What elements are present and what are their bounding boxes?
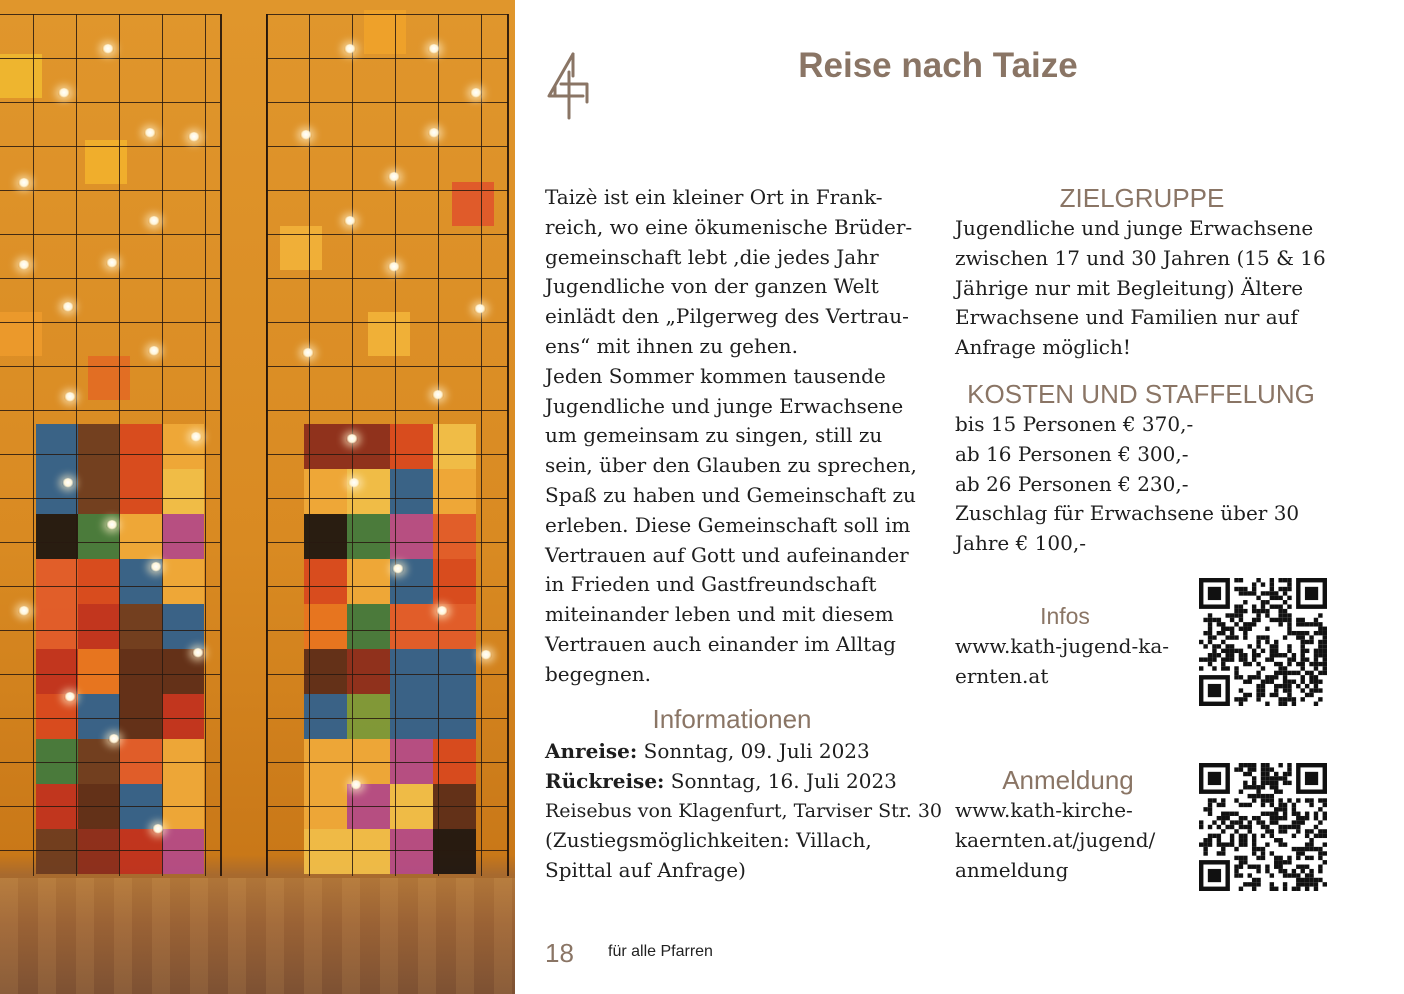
- candle-icon: [150, 562, 162, 572]
- candle-icon: [108, 734, 120, 744]
- zielgruppe-line: Jährige nur mit Begleitung) Ältere: [955, 275, 1304, 300]
- intro-line: um gemeinsam zu singen, still zu: [545, 423, 883, 448]
- zustieg-line: (Zustiegsmöglichkeiten: Villach,: [545, 828, 872, 853]
- grid-left: [0, 14, 220, 876]
- anmeldung-link-part-2[interactable]: kaernten.at/jugend/: [955, 827, 1156, 852]
- intro-line: Jeden Sommer kommen tausende: [545, 363, 886, 388]
- candle-icon: [64, 692, 76, 702]
- infos-link-part-1[interactable]: www.kath-jugend-ka-: [955, 634, 1170, 658]
- number-four-cross-icon: [543, 50, 599, 122]
- bus-line: Reisebus von Klagenfurt, Tarviser Str. 30: [545, 799, 943, 822]
- candle-icon: [300, 130, 312, 140]
- candle-icon: [392, 564, 404, 574]
- intro-line: Vertrauen auf Gott und aufeinander: [545, 542, 909, 567]
- zielgruppe-line: zwischen 17 und 30 Jahren (15 & 16: [955, 245, 1326, 270]
- candle-icon: [18, 178, 30, 188]
- candle-icon: [436, 606, 448, 616]
- taize-photo: [0, 0, 515, 994]
- anmeldung-section: [955, 764, 1185, 885]
- kosten-text: [955, 410, 1355, 559]
- candle-icon: [192, 648, 204, 658]
- kosten-section: [955, 378, 1355, 559]
- zielgruppe-line: Anfrage möglich!: [955, 335, 1131, 360]
- zielgruppe-text: [955, 214, 1335, 363]
- candle-icon: [302, 348, 314, 358]
- kosten-line: Jahre € 100,-: [955, 531, 1086, 556]
- informationen-section: [545, 703, 943, 886]
- candle-icon: [388, 262, 400, 272]
- kosten-line: ab 26 Personen € 230,-: [955, 471, 1189, 496]
- zielgruppe-section: [955, 182, 1335, 363]
- intro-line: Jugendliche von der ganzen Welt: [545, 274, 879, 299]
- candle-icon: [152, 824, 164, 834]
- intro-line: begegnen.: [545, 661, 652, 686]
- candle-icon: [428, 128, 440, 138]
- anreise-value: Sonntag, 09. Juli 2023: [637, 739, 870, 763]
- rueckreise-label: Rückreise:: [545, 768, 665, 793]
- anmeldung-link-part-1[interactable]: www.kath-kirche-: [955, 798, 1133, 822]
- zielgruppe-line: Erwachsene und Familien nur auf: [955, 305, 1298, 330]
- candle-icon: [18, 260, 30, 270]
- candle-icon: [388, 172, 400, 182]
- rueckreise-value: Sonntag, 16. Juli 2023: [664, 768, 897, 793]
- intro-line: Vertrauen auch einander im Alltag: [545, 631, 896, 656]
- candle-icon: [148, 216, 160, 226]
- candle-icon: [470, 88, 482, 98]
- intro-line: ens“ mit ihnen zu gehen.: [545, 333, 798, 358]
- candle-icon: [106, 520, 118, 530]
- intro-line: in Frieden und Gastfreundschaft: [545, 572, 877, 597]
- anmeldung-link-part-3[interactable]: anmeldung: [955, 857, 1069, 882]
- infos-section: [955, 600, 1185, 692]
- candle-icon: [106, 258, 118, 268]
- candle-icon: [432, 390, 444, 400]
- intro-line: Taizè ist ein kleiner Ort in Frank-: [545, 185, 883, 209]
- zielgruppe-heading: ZIELGRUPPE: [1059, 183, 1225, 213]
- candle-icon: [344, 44, 356, 54]
- candle-icon: [346, 434, 358, 444]
- kosten-heading: KOSTEN UND STAFFELUNG: [967, 379, 1315, 409]
- kosten-line: bis 15 Personen € 370,-: [955, 412, 1194, 436]
- intro-line: einlädt den „Pilgerweg des Vertrau-: [545, 304, 909, 329]
- candle-icon: [58, 88, 70, 98]
- intro-line: reich, wo eine ökumenische Brüder-: [545, 214, 913, 239]
- qr-code-infos-icon[interactable]: [1199, 578, 1327, 706]
- spittal-line: Spittal auf Anfrage): [545, 858, 746, 883]
- candle-icon: [62, 302, 74, 312]
- candle-icon: [62, 478, 74, 488]
- intro-line: miteinander leben und mit diesem: [545, 602, 894, 627]
- candle-icon: [348, 478, 360, 488]
- candle-icon: [190, 432, 202, 442]
- qr-code-anmeldung-icon[interactable]: [1199, 763, 1327, 891]
- intro-line: gemeinschaft lebt ,die jedes Jahr: [545, 244, 879, 269]
- anmeldung-heading: Anmeldung: [1002, 765, 1134, 795]
- infos-heading: Infos: [1040, 603, 1090, 629]
- kosten-line: ab 16 Personen € 300,-: [955, 441, 1189, 466]
- intro-text: [545, 183, 925, 690]
- candle-icon: [344, 216, 356, 226]
- candle-icon: [188, 132, 200, 142]
- candle-icon: [350, 780, 362, 790]
- candle-icon: [64, 392, 76, 402]
- candle-icon: [144, 128, 156, 138]
- page-number: 18: [545, 938, 574, 968]
- candle-icon: [474, 304, 486, 314]
- intro-line: erleben. Diese Gemeinschaft soll im: [545, 512, 911, 537]
- candle-icon: [18, 606, 30, 616]
- candle-icon: [480, 650, 492, 660]
- page-title: Reise nach Taize: [798, 46, 1078, 85]
- intro-line: Jugendliche und junge Erwachsene: [545, 393, 904, 418]
- anreise-label: Anreise:: [545, 739, 638, 763]
- candle-icon: [148, 346, 160, 356]
- rueckreise-line: [545, 767, 925, 797]
- kosten-line: Zuschlag für Erwachsene über 30: [955, 501, 1300, 526]
- intro-line: Spaß zu haben und Gemeinschaft zu: [545, 482, 916, 507]
- grid-right: [266, 14, 508, 876]
- infos-link-part-2[interactable]: ernten.at: [955, 663, 1049, 688]
- candle-icon: [102, 44, 114, 54]
- zielgruppe-line: Jugendliche und junge Erwachsene: [955, 216, 1314, 240]
- footer-note: für alle Pfarren: [608, 943, 713, 960]
- intro-line: sein, über den Glauben zu sprechen,: [545, 453, 917, 478]
- anreise-line: [545, 737, 925, 767]
- informationen-heading: Informationen: [652, 704, 812, 734]
- candle-icon: [428, 44, 440, 54]
